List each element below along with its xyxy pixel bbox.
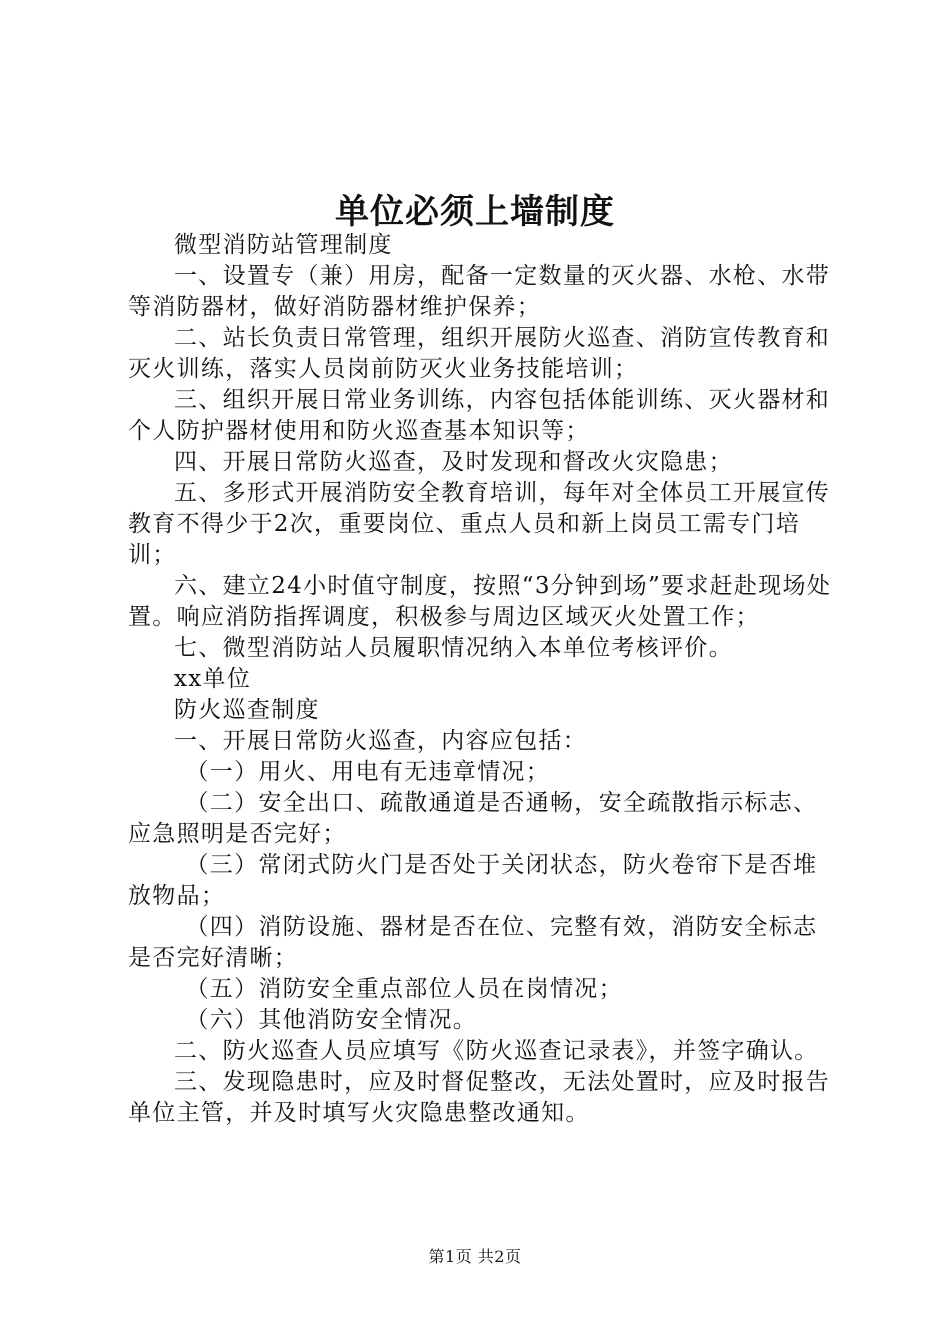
paragraph: 七、微型消防站人员履职情况纳入本单位考核评价。	[174, 635, 733, 661]
paragraph: 三、组织开展日常业务训练，内容包括体能训练、灭火器材和个人防护器材使用和防火巡查基本知识等；	[128, 387, 831, 444]
paragraph: 二、站长负责日常管理，组织开展防火巡查、消防宣传教育和灭火训练，落实人员岗前防灭火业务技能培训；	[128, 325, 831, 382]
list-item: （四）消防设施、器材是否在位、完整有效，消防安全标志是否完好清晰；	[128, 914, 818, 971]
paragraph: 二、防火巡查人员应填写《防火巡查记录表》，并签字确认。	[174, 1038, 819, 1064]
page-footer: 第1页 共2页	[428, 1247, 522, 1266]
document-body	[128, 230, 840, 1129]
list-item: （二）安全出口、疏散通道是否通畅，安全疏散指示标志、应急照明是否完好；	[128, 790, 818, 847]
section-heading: 防火巡查制度	[174, 697, 320, 723]
paragraph: 四、开展日常防火巡查，及时发现和督改火灾隐患；	[174, 449, 733, 475]
paragraph: 一、开展日常防火巡查，内容应包括：	[174, 728, 588, 754]
section-heading: 微型消防站管理制度	[174, 232, 393, 258]
paragraph: 六、建立24小时值守制度，按照“3分钟到场”要求赶赴现场处置。响应消防指挥调度，积极参与周边区域灭火处置工作；	[128, 573, 832, 630]
list-item: （一）用火、用电有无违章情况；	[185, 759, 550, 785]
paragraph: 一、设置专（兼）用房，配备一定数量的灭火器、水枪、水带等消防器材，做好消防器材维护保养；	[128, 263, 831, 320]
paragraph: 五、多形式开展消防安全教育培训，每年对全体员工开展宣传教育不得少于2次，重要岗位、重点人员和新上岗员工需专门培训；	[128, 480, 831, 568]
signature-unit: xx单位	[174, 666, 252, 692]
paragraph: 三、发现隐患时，应及时督促整改，无法处置时，应及时报告单位主管，并及时填写火灾隐患整改通知。	[128, 1069, 831, 1126]
list-item: （三）常闭式防火门是否处于关闭状态，防火卷帘下是否堆放物品；	[128, 852, 818, 909]
list-item: （五）消防安全重点部位人员在岗情况；	[185, 976, 623, 1002]
document-title: 单位必须上墙制度	[335, 192, 615, 232]
list-item: （六）其他消防安全情况。	[185, 1007, 478, 1033]
